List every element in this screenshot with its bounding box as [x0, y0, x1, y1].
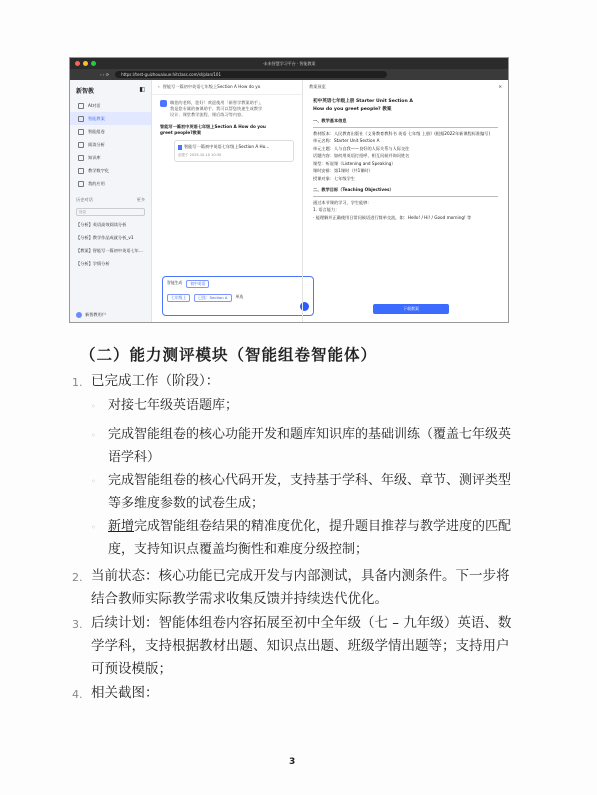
nav-arrows-icon[interactable]: ‹ › ⟳ [100, 72, 110, 77]
item-number: 3. [72, 618, 83, 631]
apps-icon [78, 181, 84, 187]
doc-line: · 能理解并正确使用日常问候语进行简单交流，如：Hello! / Hi! / Good morning! 等 [313, 214, 472, 220]
divider [313, 127, 498, 128]
item-screenshots: 相关截图： [91, 685, 159, 701]
sidebar-item-knowledge[interactable] [70, 151, 151, 164]
doc-info-line: 教材版本：人民教育出版社《义务教育教科书 英语 七年级 上册》(根据2022年新课程标准编写) [313, 130, 491, 136]
doc-preview-panel [302, 80, 508, 322]
history-item[interactable]: 【分析】学情分析 [76, 261, 110, 266]
close-dot-icon[interactable] [75, 61, 80, 66]
item-number: 2. [72, 571, 83, 584]
composer-mode: 智能生成 [167, 280, 183, 285]
collapse-icon[interactable]: ◧ [139, 86, 146, 93]
user-profile[interactable] [76, 312, 106, 318]
document-icon [178, 145, 182, 150]
doc-section-heading: 一、教学基本信息 [313, 118, 347, 123]
item-current-status: 当前状态：核心功能已完成开发与内部测试，具备内测条件。下一步将结合教师实际教学需求收集反馈并持续迭代优化。 [91, 568, 510, 607]
bullet-icon: ◦ [91, 431, 96, 440]
divider [313, 196, 498, 197]
doc-card-title: 智能写一篇初中英语七年级上Section A Ho… [184, 144, 270, 149]
window-controls[interactable] [75, 61, 96, 66]
page-number: 3 [289, 757, 296, 767]
doc-info-line: 话题内容：如何用英语打招呼、相互问候并询问姓名 [313, 153, 410, 158]
window-titlebar [70, 58, 508, 69]
sidebar-item-label: 智能组卷 [88, 128, 105, 134]
doc-body [303, 94, 508, 225]
chat-header [152, 80, 302, 95]
address-bar[interactable] [70, 69, 508, 80]
doc-preview-header [303, 80, 508, 94]
sidebar-item-label: AI对话 [88, 102, 101, 108]
sub-item: 完成智能组卷的核心代码开发，支持基于学科、年级、章节、测评类型等多维度参数的试卷生成； [108, 473, 512, 511]
assistant-avatar [160, 100, 167, 107]
sub-item-text: 完成智能组卷结果的精准度优化，提升题目推荐与教学进度的匹配度，支持知识点覆盖均衡性和难度分级控制； [108, 519, 512, 557]
window-title: ·未来智慧学习平台 · 智能教案 [262, 60, 316, 66]
avatar [76, 312, 82, 318]
paper-icon [78, 129, 84, 135]
url-field[interactable]: https://test-guizhouaixue.hitclass.com/sl/plan/101 [115, 71, 387, 78]
item-future-plan: 后续计划：智能体组卷内容拓展至初中全年级（七 – 九年级）英语、数学学科，支持根据教材出题、知识点出题、班级学情出题等；支持用户可预设模版； [91, 615, 512, 677]
sidebar-item-apps[interactable] [70, 177, 151, 190]
doc-info-line: 课型：听说课（Listening and Speaking） [313, 160, 396, 166]
bullet-icon: ◦ [91, 477, 96, 486]
choice-mode[interactable]: 单选 [235, 294, 244, 299]
history-item[interactable]: 【分析】英语高效阅读分析 [76, 222, 127, 227]
item-completed-work: 已完成工作（阶段）： [91, 373, 220, 389]
history-label: 历史对话 [76, 197, 93, 202]
sidebar-item-label: 我的应用 [88, 180, 105, 186]
sub-item: 完成智能组卷的核心功能开发和题库知识库的基础训练（覆盖七年级英语学科） [108, 427, 512, 465]
chat-icon [78, 103, 84, 109]
sidebar-item-label: 知识库 [88, 154, 101, 160]
chat-panel [152, 80, 302, 322]
back-icon[interactable]: ‹ [158, 84, 160, 89]
doc-section-heading: 二、教学目标（Teaching Objectives） [313, 187, 394, 192]
section-title: （二）能力测评模块（智能组卷智能体） [80, 346, 378, 364]
grade-select[interactable]: 七年级上 [167, 294, 190, 302]
doc-line: 通过本节课的学习，学生能够： [313, 199, 372, 205]
doc-preview-title: 教案预览 [309, 84, 326, 89]
minimize-dot-icon[interactable] [83, 61, 88, 66]
user-message: 智能写一篇初中英语七年级上Section A How do you greet people?教案 [160, 124, 266, 135]
doc-subtitle: How do you greet people? 教案 [313, 106, 392, 112]
lesson-icon [78, 116, 84, 122]
close-icon[interactable]: ✕ [498, 84, 502, 89]
digital-icon [78, 168, 84, 174]
history-item[interactable]: 【教案】智能写一篇初中英语七年… [76, 248, 144, 253]
history-more-link[interactable]: 更多 [136, 197, 146, 202]
sidebar-item-label: 阅读分析 [88, 141, 105, 147]
embedded-screenshot [69, 57, 509, 323]
sidebar-item-digital[interactable] [70, 164, 151, 177]
doc-info-line: 课时安排：第1课时（共1课时） [313, 168, 373, 173]
chat-title: 智能写一篇初中英语七年级上Section A How do yo [162, 84, 261, 89]
item-number: 4. [72, 688, 83, 701]
doc-line: 1. 语言能力： [313, 207, 340, 212]
brand [70, 80, 151, 99]
doc-info-line: 授课对象：七年级学生 [313, 175, 355, 181]
doc-card-meta: 创建于 2025-10-10 10:30 [178, 153, 222, 157]
book-icon [78, 155, 84, 161]
doc-info-line: 单元主题：人与自我——良好的人际关系与人际交往 [313, 145, 410, 151]
assistant-message [160, 100, 294, 118]
download-button[interactable]: 下载教案 [373, 304, 449, 314]
brand-name: 新智教 [76, 88, 95, 95]
message-composer[interactable] [162, 276, 314, 316]
app-area [70, 80, 508, 322]
sidebar-item-ai-chat[interactable] [70, 99, 151, 112]
sidebar-item-label: 教学数字化 [88, 167, 109, 173]
sidebar [70, 80, 152, 322]
section-select[interactable]: 已选：Section A [194, 294, 231, 302]
new-tag: 新增 [108, 519, 135, 534]
subject-select[interactable]: 初中英语 [186, 280, 209, 288]
sidebar-item-paper[interactable] [70, 125, 151, 138]
doc-title: 初中英语七年级上册 Starter Unit Section A [313, 99, 413, 104]
history-item[interactable]: 【分析】教学作品成就分析_v1 [76, 235, 134, 240]
user-name: 新智教用户 [85, 312, 106, 317]
bullet-icon: ◦ [91, 402, 96, 411]
generated-doc-card[interactable] [174, 140, 294, 162]
assistant-text: 嗨您的老师，您好！欢迎使用「新智学教案助手」，我是您专属的备课助手。我可以帮您快速生成教学设计、课堂教学流程、课后练习等内容。 [170, 100, 265, 117]
maximize-dot-icon[interactable] [91, 61, 96, 66]
sub-item [108, 515, 518, 561]
reading-icon [78, 142, 84, 148]
doc-info-line: 单元名称：Starter Unit Section A [313, 138, 380, 143]
sub-item: 对接七年级英语题库； [108, 398, 239, 413]
item-number: 1. [72, 376, 83, 389]
sidebar-item-reading[interactable] [70, 138, 151, 151]
sidebar-item-lesson-plan[interactable] [70, 112, 151, 125]
sidebar-item-label: 智能教案 [88, 115, 105, 121]
history-search-input[interactable]: 搜索 [76, 208, 145, 216]
bullet-icon: ◦ [91, 523, 96, 532]
history-header [70, 194, 151, 206]
